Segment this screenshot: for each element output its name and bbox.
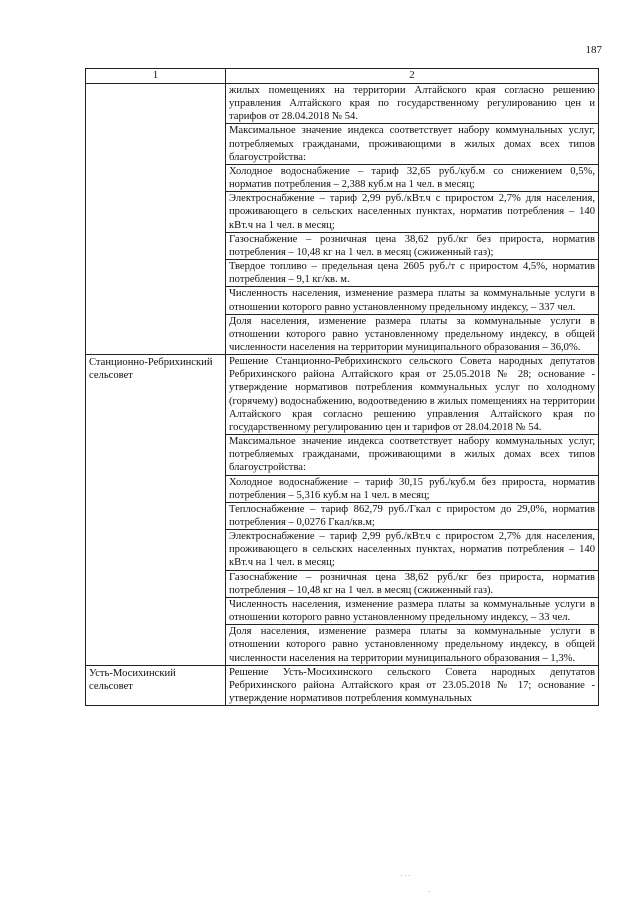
paragraph: Теплоснабжение – тариф 862,79 руб./Гкал с приростом до 29,0%, норматив потребления – 0,0276 Гкал/кв.м; bbox=[226, 503, 598, 530]
municipality-name bbox=[89, 84, 222, 85]
indices-table bbox=[85, 68, 599, 706]
municipality-cell bbox=[86, 84, 226, 355]
paragraph: Численность населения, изменение размера платы за коммунальные услуги в отношении которого равно установленному предельному индексу, – 33 чел. bbox=[226, 598, 598, 625]
column-2-header: 2 bbox=[226, 69, 599, 84]
paragraph: Холодное водоснабжение – тариф 30,15 руб./куб.м без прироста, норматив потребления – 5,316 куб.м на 1 чел. в месяц; bbox=[226, 476, 598, 503]
municipality-cell bbox=[86, 665, 226, 705]
scan-specks: · · · bbox=[400, 872, 411, 880]
paragraph: Решение Усть-Мосихинского сельского Совета народных депутатов Ребрихинского района Алтайского края от 23.05.2018 № 17; основание - утверждение нормативов потребления коммунальных bbox=[229, 666, 595, 705]
page-number: 187 bbox=[585, 44, 602, 56]
municipality-name: Усть-Мосихинский сельсовет bbox=[89, 667, 176, 692]
paragraph: Максимальное значение индекса соответствует набору коммунальных услуг, потребляемых гражданами, проживающими в жилых домах всех типов благоустройства: bbox=[226, 124, 598, 164]
paragraph: Газоснабжение – розничная цена 38,62 руб./кг без прироста, норматив потребления – 10,48 кг на 1 чел. в месяц (сжиженный газ); bbox=[226, 233, 598, 260]
details-cell bbox=[226, 84, 599, 355]
paragraph: Максимальное значение индекса соответствует набору коммунальных услуг, потребляемых гражданами, проживающими в жилых домах всех типов благоустройства: bbox=[226, 435, 598, 475]
paragraph: Газоснабжение – розничная цена 38,62 руб./кг без прироста, норматив потребления – 10,48 кг на 1 чел. в месяц (сжиженный газ). bbox=[226, 571, 598, 598]
paragraph: Численность населения, изменение размера платы за коммунальные услуги в отношении которого равно установленному предельному индексу, – 337 чел. bbox=[226, 287, 598, 314]
paragraph: Доля населения, изменение размера платы за коммунальные услуги в отношении которого равно установленному предельному индексу, в общей численности населения на территории муниципального образования – 1,3%. bbox=[229, 626, 595, 664]
paragraph: Электроснабжение – тариф 2,99 руб./кВт.ч с приростом 2,7% для населения, проживающего в сельских населенных пунктах, норматив потребления – 140 кВт.ч на 1 чел. в месяц; bbox=[226, 192, 598, 232]
table-header-row bbox=[86, 69, 599, 84]
scan-specks: · bbox=[428, 888, 431, 896]
table-row bbox=[86, 355, 599, 666]
column-1-header: 1 bbox=[86, 69, 226, 84]
paragraph: Холодное водоснабжение – тариф 32,65 руб./куб.м со снижением 0,5%, норматив потребления – 2,388 куб.м на 1 чел. в месяц; bbox=[226, 165, 598, 192]
paragraph: Электроснабжение – тариф 2,99 руб./кВт.ч с приростом 2,7% для населения, проживающего в сельских населенных пунктах, норматив потребления – 140 кВт.ч на 1 чел. в месяц; bbox=[226, 530, 598, 570]
municipality-cell bbox=[86, 355, 226, 666]
table-row bbox=[86, 84, 599, 355]
paragraph: Доля населения, изменение размера платы за коммунальные услуги в отношении которого равно установленному предельному индексу, в общей численности населения на территории муниципального образования – 36,0%. bbox=[229, 315, 595, 353]
paragraph: Решение Станционно-Ребрихинского сельского Совета народных депутатов Ребрихинского района Алтайского края от 25.05.2018 № 28; основание - утверждение нормативов потребления коммунальных услуг по холодному (горячему) водоснабжению, водоотведению в жилых помещениях на территории Алтайского края согласно решению управления Алтайского края по государственному регулированию цен и тарифов от 28.04.2018 № 54. bbox=[226, 355, 598, 435]
paragraph: жилых помещениях на территории Алтайского края согласно решению управления Алтайского края по государственному регулированию цен и тарифов от 28.04.2018 № 54. bbox=[226, 84, 598, 124]
table-row bbox=[86, 665, 599, 705]
details-cell bbox=[226, 355, 599, 666]
details-cell bbox=[226, 665, 599, 705]
paragraph: Твердое топливо – предельная цена 2605 руб./т с приростом 4,5%, норматив потребления – 9,1 кг/кв. м. bbox=[226, 260, 598, 287]
municipality-name: Станционно-Ребрихинский сельсовет bbox=[89, 357, 213, 382]
